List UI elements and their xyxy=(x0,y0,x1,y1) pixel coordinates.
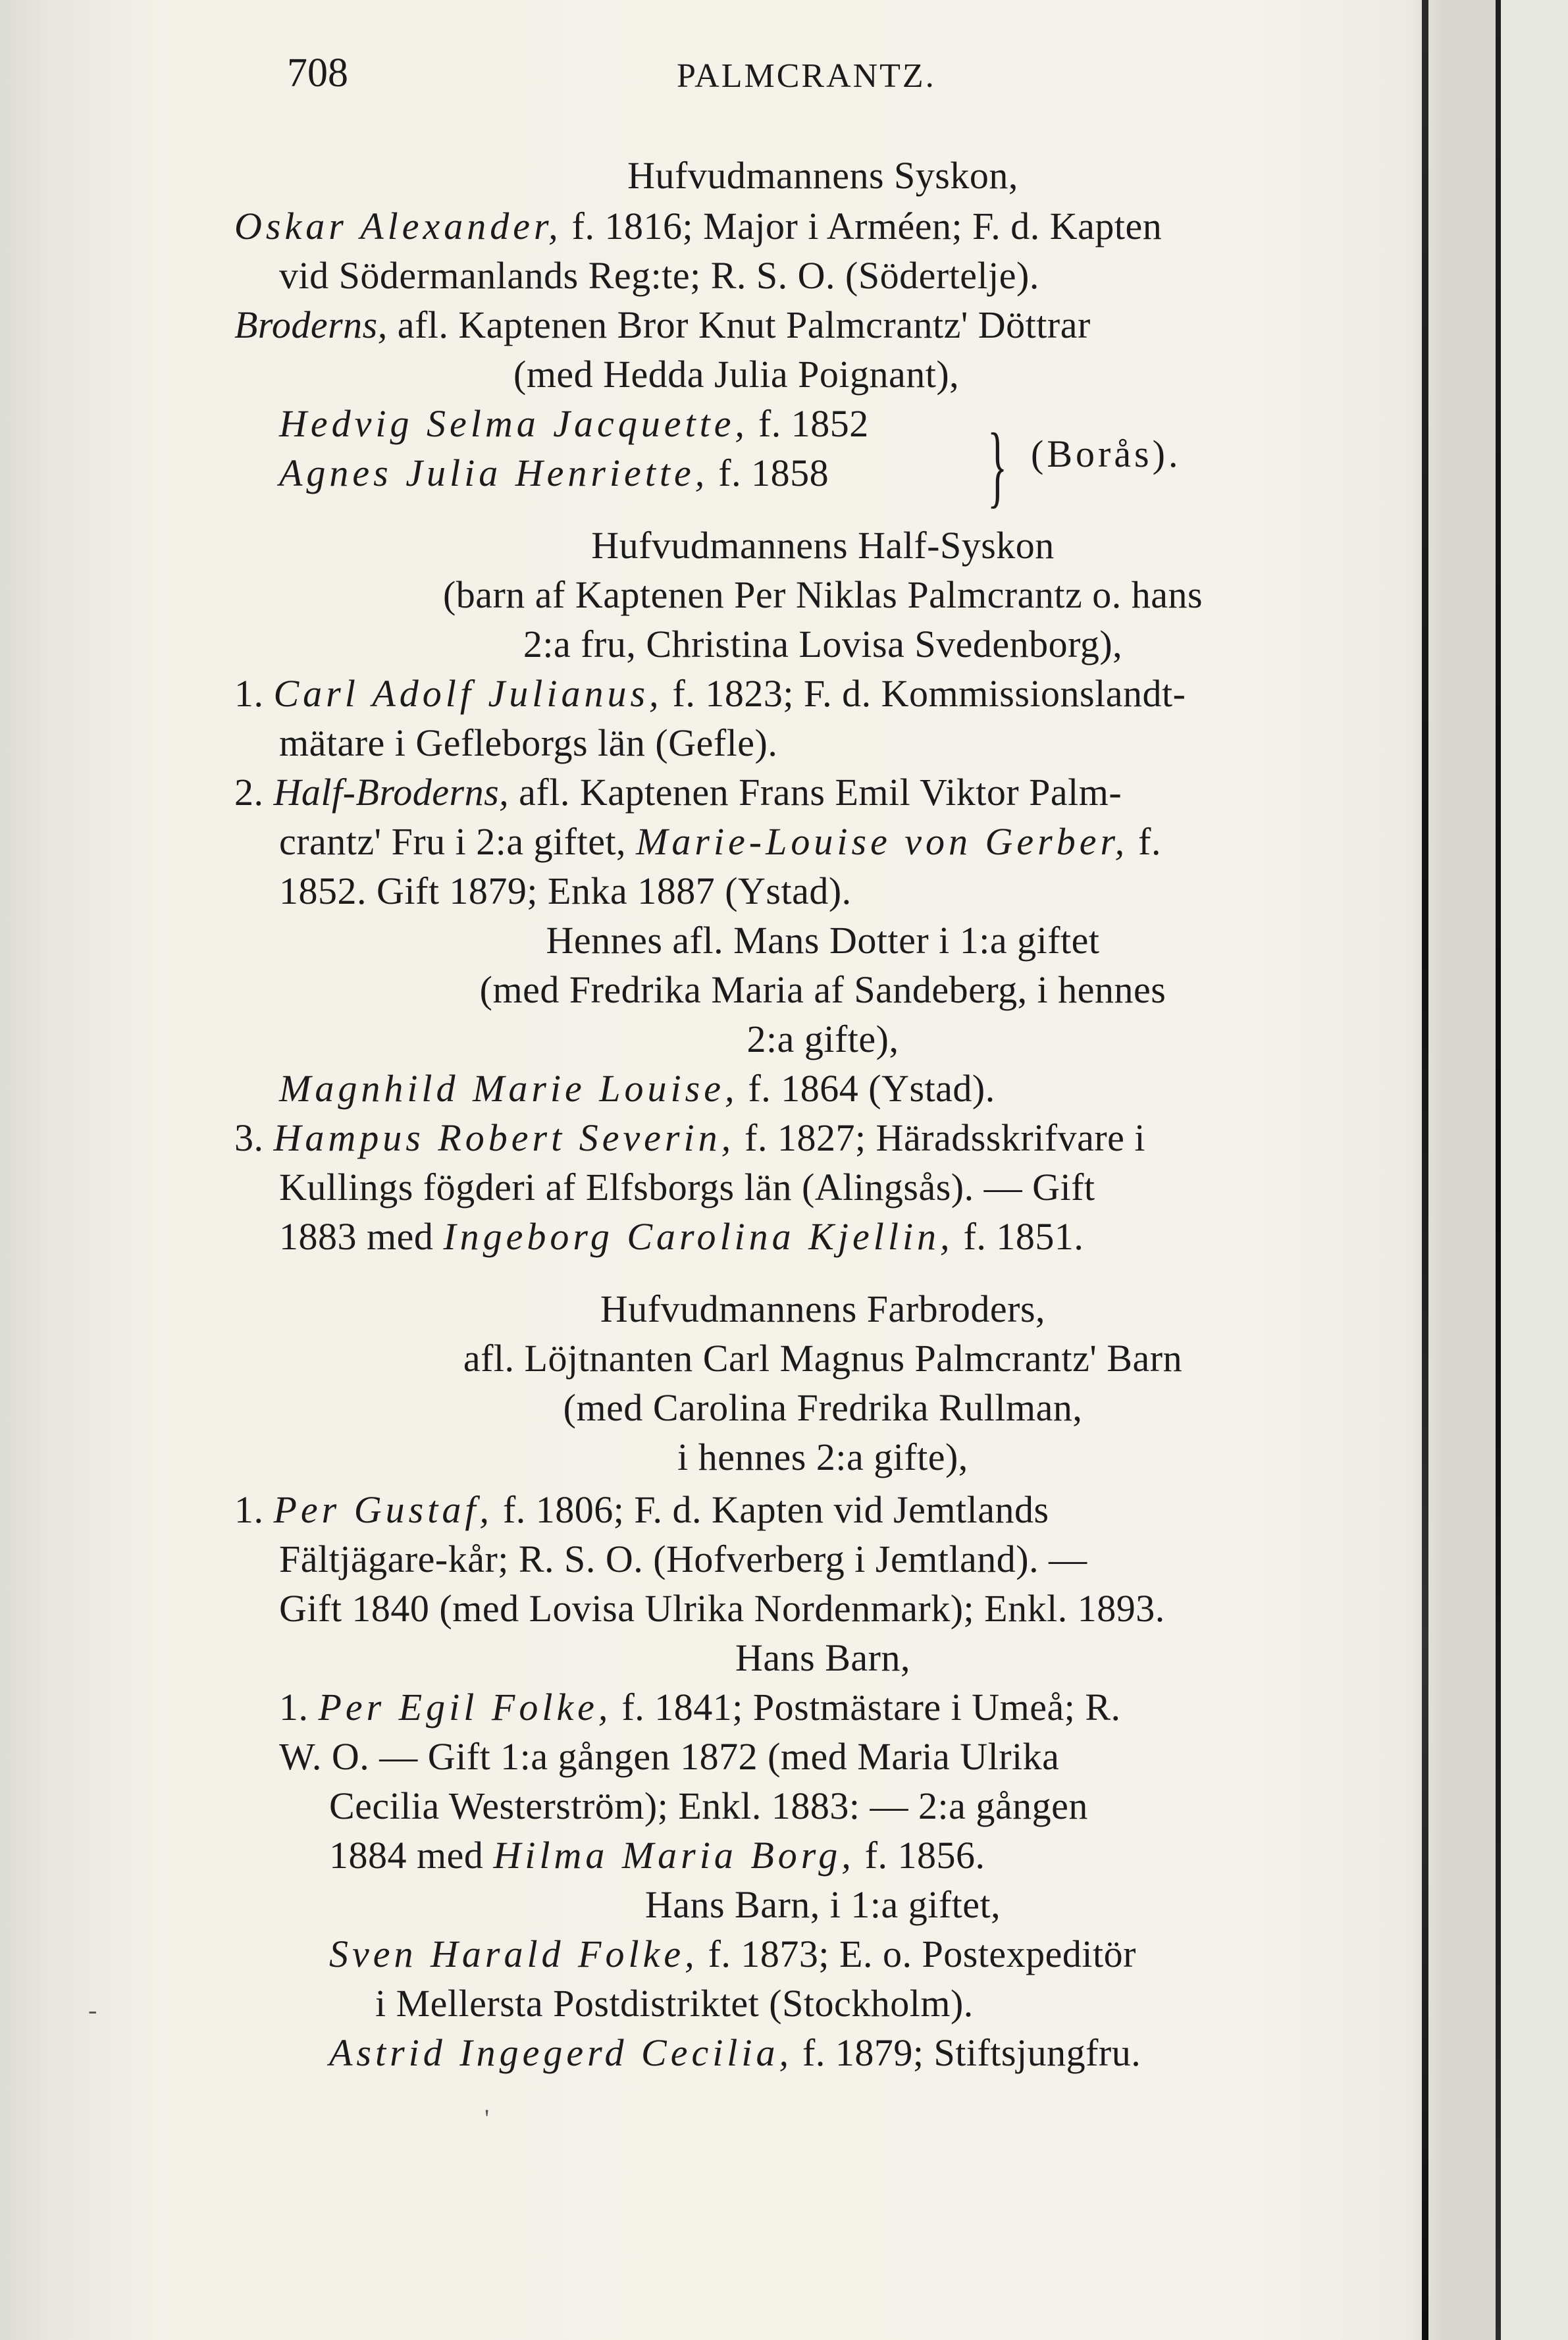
entry-line: 2. Half-Broderns, afl. Kaptenen Frans Emil Viktor Palm- xyxy=(234,771,1122,814)
entry-line: Kullings fögderi af Elfsborgs län (Alingsås). — Gift xyxy=(279,1166,1095,1209)
entry-line: 2:a gifte), xyxy=(746,1018,899,1060)
bleed-through xyxy=(1132,59,1140,94)
entry-line: Agnes Julia Henriette, f. 1858 xyxy=(279,452,829,494)
entry-line: (med Carolina Fredrika Rullman, xyxy=(563,1386,1083,1429)
entry-line: 3. Hampus Robert Severin, f. 1827; Häradsskrifvare i xyxy=(234,1116,1146,1159)
page-number: 708 xyxy=(287,51,348,95)
section-heading: Hans Barn, i 1:a giftet, xyxy=(644,1883,1001,1926)
entry-line: W. O. — Gift 1:a gången 1872 (med Maria Ulrika xyxy=(279,1735,1060,1778)
section-heading: Hans Barn, xyxy=(735,1636,910,1679)
page-margin-strip xyxy=(1501,0,1568,2340)
entry-line: crantz' Fru i 2:a giftet, Marie-Louise von Gerber, f. xyxy=(279,820,1161,863)
entry-line: afl. Löjtnanten Carl Magnus Palmcrantz' Barn xyxy=(463,1337,1183,1380)
entry-line: 1883 med Ingeborg Carolina Kjellin, f. 1851. xyxy=(279,1215,1084,1258)
entry-line: (barn af Kaptenen Per Niklas Palmcrantz o. hans xyxy=(442,573,1203,616)
running-title: PALMCRANTZ. xyxy=(677,57,936,95)
page-edge-dark xyxy=(1422,0,1428,2340)
entry-line: Fältjägare-kår; R. S. O. (Hofverberg i Jemtland). — xyxy=(279,1538,1087,1580)
entry-line: Cecilia Westerström); Enkl. 1883: — 2:a gången xyxy=(329,1784,1088,1827)
entry-line: (med Fredrika Maria af Sandeberg, i hennes xyxy=(479,968,1166,1011)
entry-line: Sven Harald Folke, f. 1873; E. o. Postexpeditör xyxy=(329,1933,1136,1975)
entry-line: vid Södermanlands Reg:te; R. S. O. (Södertelje). xyxy=(279,254,1039,297)
entry-line: 1884 med Hilma Maria Borg, f. 1856. xyxy=(329,1834,985,1877)
entry-line: Oskar Alexander, f. 1816; Major i Arméen; F. d. Kapten xyxy=(234,205,1163,247)
entry-line: Gift 1840 (med Lovisa Ulrika Nordenmark); Enkl. 1893. xyxy=(279,1587,1165,1630)
section-heading: Hufvudmannens Half-Syskon xyxy=(591,524,1055,567)
entry-line: 2:a fru, Christina Lovisa Svedenborg), xyxy=(523,623,1123,665)
entry-line: (med Hedda Julia Poignant), xyxy=(513,353,960,396)
section-heading: Hufvudmannens Syskon, xyxy=(627,154,1018,197)
entry-line: Astrid Ingegerd Cecilia, f. 1879; Stiftsjungfru. xyxy=(329,2031,1141,2074)
page-edge-outer xyxy=(1496,0,1501,2340)
entry-line: mätare i Gefleborgs län (Gefle). xyxy=(279,721,778,764)
section-heading: Hufvudmannens Farbroders, xyxy=(600,1287,1046,1330)
print-speck: ' xyxy=(484,2104,490,2133)
entry-line: i Mellersta Postdistriktet (Stockholm). xyxy=(375,1982,974,2025)
print-speck: - xyxy=(88,1995,97,2025)
entry-line: 1852. Gift 1879; Enka 1887 (Ystad). xyxy=(279,870,852,912)
entry-line: Hedvig Selma Jacquette, f. 1852 xyxy=(279,402,869,445)
entry-line: Hennes afl. Mans Dotter i 1:a giftet xyxy=(546,919,1100,962)
entry-line: i hennes 2:a gifte), xyxy=(677,1436,968,1478)
entry-line: Broderns, afl. Kaptenen Bror Knut Palmcrantz' Döttrar xyxy=(234,303,1091,346)
brace-mark: } xyxy=(987,415,1008,517)
entry-line: 1. Per Egil Folke, f. 1841; Postmästare i Umeå; R. xyxy=(279,1686,1121,1729)
entry-line: 1. Per Gustaf, f. 1806; F. d. Kapten vid Jemtlands xyxy=(234,1488,1049,1531)
entry-line: 1. Carl Adolf Julianus, f. 1823; F. d. Kommissionslandt- xyxy=(234,672,1186,715)
entry-line: Magnhild Marie Louise, f. 1864 (Ystad). xyxy=(279,1067,995,1110)
entry-line: (Borås). xyxy=(1031,432,1182,475)
